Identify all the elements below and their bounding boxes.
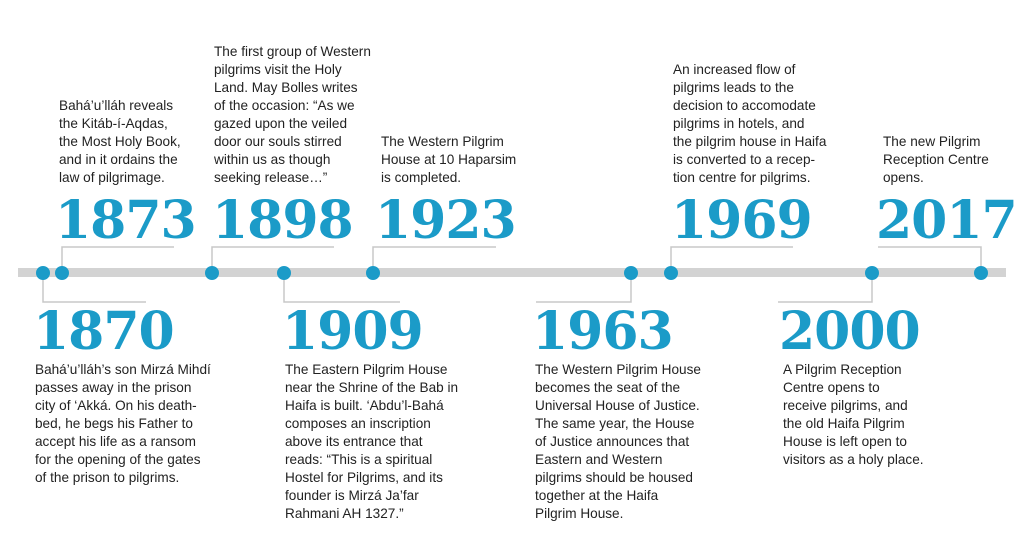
event-1870-text: Bahá’u’lláh’s son Mirzá Mihdí passes away in the prison city of ‘Akká. On his death- bed, he begs his Father to accept his life as a ransom for the opening of the gates of the prison to pilgrims. <box>35 362 211 485</box>
dot-1870 <box>36 266 50 280</box>
event-1898-text: The first group of Western pilgrims visit the Holy Land. May Bolles writes of the occasion: “As we gazed upon the veiled door our souls stirred within us as though seeking release…” <box>214 44 371 185</box>
dot-1923 <box>366 266 380 280</box>
year-1923: 1923 <box>375 190 516 251</box>
timeline-bar <box>18 268 1006 277</box>
year-1870: 1870 <box>33 301 174 362</box>
dot-1898 <box>205 266 219 280</box>
dot-2000 <box>865 266 879 280</box>
year-1898: 1898 <box>212 190 353 251</box>
dot-1963 <box>624 266 638 280</box>
event-1969-text: An increased flow of pilgrims leads to the decision to accomodate pilgrims in hotels, and the pilgrim house in Haifa is converted to a recep- tion centre for pilgrims. <box>673 62 827 185</box>
dot-1969 <box>664 266 678 280</box>
dot-1909 <box>277 266 291 280</box>
event-1909-text: The Eastern Pilgrim House near the Shrine of the Bab in Haifa is built. ‘Abdu’l-Bahá composes an inscription above its entrance that reads: “This is a spiritual Hostel for Pilgrims, and its founder is Mirzá Ja’far Rahmani AH 1327.” <box>285 362 459 521</box>
event-2000-text: A Pilgrim Reception Centre opens to receive pilgrims, and the old Haifa Pilgrim House is left open to visitors as a holy place. <box>783 362 924 467</box>
year-2000: 2000 <box>779 301 920 362</box>
connector-2000 <box>778 273 872 302</box>
year-1909: 1909 <box>282 301 423 362</box>
event-2017-text: The new Pilgrim Reception Centre opens. <box>883 134 989 185</box>
year-1873: 1873 <box>55 190 196 251</box>
year-1969: 1969 <box>671 190 812 251</box>
connector-1909 <box>284 273 400 302</box>
connector-1963 <box>536 273 631 302</box>
year-1963: 1963 <box>532 301 673 362</box>
event-1923-text: The Western Pilgrim House at 10 Haparsim is completed. <box>381 134 517 185</box>
dot-2017 <box>974 266 988 280</box>
event-1873-text: Bahá’u’lláh reveals the Kitáb-í-Aqdas, the Most Holy Book, and in it ordains the law of pilgrimage. <box>59 98 181 185</box>
year-2017: 2017 <box>876 190 1017 251</box>
event-1963-text: The Western Pilgrim House becomes the seat of the Universal House of Justice. The same year, the House of Justice announces that Eastern and Western pilgrims should be housed together at the Haifa Pilgrim House. <box>535 362 701 521</box>
dot-1873 <box>55 266 69 280</box>
